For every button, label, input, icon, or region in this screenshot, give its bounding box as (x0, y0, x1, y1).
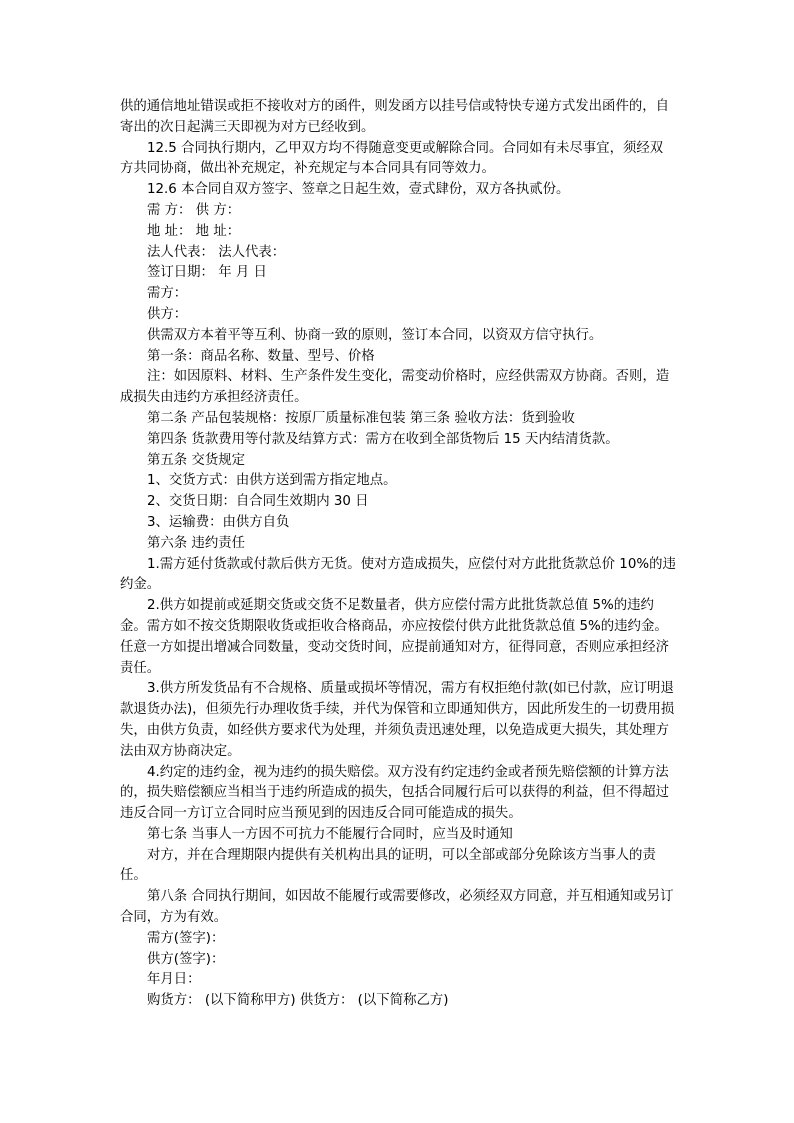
paragraph-1: 供的通信地址错误或拒不接收对方的函件，则发函方以挂号信或特快专递方式发出函件的，自寄出的次日起满三天即视为对方已经收到。 (120, 99, 670, 135)
purchaser-supplier-line: 购货方： (以下简称甲方) 供货方： (以下简称乙方) (147, 993, 449, 1009)
address-line: 地 址： 地 址： (147, 223, 241, 239)
clause-12-6: 12.6 本合同自双方签字、签章之日起生效，壹式肆份，双方各执贰份。 (147, 182, 570, 198)
supplier-signature-line: 供方(签字)： (147, 951, 225, 967)
article-5: 第五条 交货规定 (147, 452, 245, 468)
article-8: 第八条 合同执行期间，如因故不能履行或需要修改，必须经双方同意，并互相通知或另订合同，方为有效。 (120, 889, 674, 926)
article-5-item-2: 2、交货日期：自合同生效期内 30 日 (147, 494, 369, 510)
article-5-item-3: 3、运输费：由供方自负 (147, 514, 290, 530)
article-6-item-3: 3.供方所发货品有不合规格、质量或损坏等情况，需方有权拒绝付款(如已付款，应订明退款退货办法)，但须先行办理收货手续，并代为保管和立即通知供方，因此所发生的一切费用损失，由供方负责，如经供方要求代为处理，并须负责迅速处理，以免造成更大损失，其处理方法由双方协商决定。 (120, 681, 675, 759)
article-4: 第四条 货款费用等付款及结算方式：需方在收到全部货物后 15 天内结清货款。 (147, 431, 619, 447)
buyer-line: 需方： (147, 286, 188, 302)
article-6: 第六条 违约责任 (147, 535, 245, 551)
supplier-line: 供方： (147, 306, 188, 322)
article-7: 第七条 当事人一方因不可抗力不能履行合同时，应当及时通知 (147, 826, 513, 842)
preamble: 供需双方本着平等互利、协商一致的原则，签订本合同，以资双方信守执行。 (147, 327, 603, 343)
article-7-continued: 对方，并在合理期限内提供有关机构出具的证明，可以全部或部分免除该方当事人的责任。 (120, 847, 656, 884)
article-6-item-2: 2.供方如提前或延期交货或交货不足数量者，供方应偿付需方此批货款总值 5%的违约金。需方如不按交货期限收货或拒收合格商品，亦应按偿付供方此批货款总值 5%的违约金。任意一方如提出增减合同数量，变动交货时间，应提前通知对方，征得同意，否则应承担经济责任。 (120, 598, 670, 676)
legal-representative-line: 法人代表： 法人代表： (147, 244, 286, 260)
clause-12-5: 12.5 合同执行期内，乙甲双方均不得随意变更或解除合同。合同如有未尽事宜，须经双方共同协商，做出补充规定，补充规定与本合同具有同等效力。 (120, 140, 664, 177)
signing-date-line: 签订日期： 年 月 日 (147, 265, 267, 281)
article-1-note: 注：如因原料、材料、生产条件发生变化，需变动价格时，应经供需双方协商。否则，造成损失由违约方承担经济责任。 (120, 369, 670, 406)
article-6-item-1: 1.需方延付货款或付款后供方无货。使对方造成损失，应偿付对方此批货款总价 10%的违约金。 (120, 556, 676, 593)
article-1: 第一条：商品名称、数量、型号、价格 (147, 348, 375, 364)
article-2-3: 第二条 产品包装规格：按原厂质量标准包装 第三条 验收方法：货到验收 (147, 410, 575, 426)
date-line: 年月日： (147, 972, 201, 988)
article-6-item-4: 4.约定的违约金，视为违约的损失赔偿。双方没有约定违约金或者预先赔偿额的计算方法的，损失赔偿额应当相当于违约所造成的损失，包括合同履行后可以获得的利益，但不得超过违反合同一方订立合同时应当预见到的因违反合同可能造成的损失。 (120, 764, 670, 822)
buyer-signature-line: 需方(签字)： (147, 930, 225, 946)
document-page (120, 97, 676, 1012)
article-5-item-1: 1、交货方式：由供方送到需方指定地点。 (147, 473, 397, 489)
signature-parties-line: 需 方： 供 方： (147, 202, 241, 218)
